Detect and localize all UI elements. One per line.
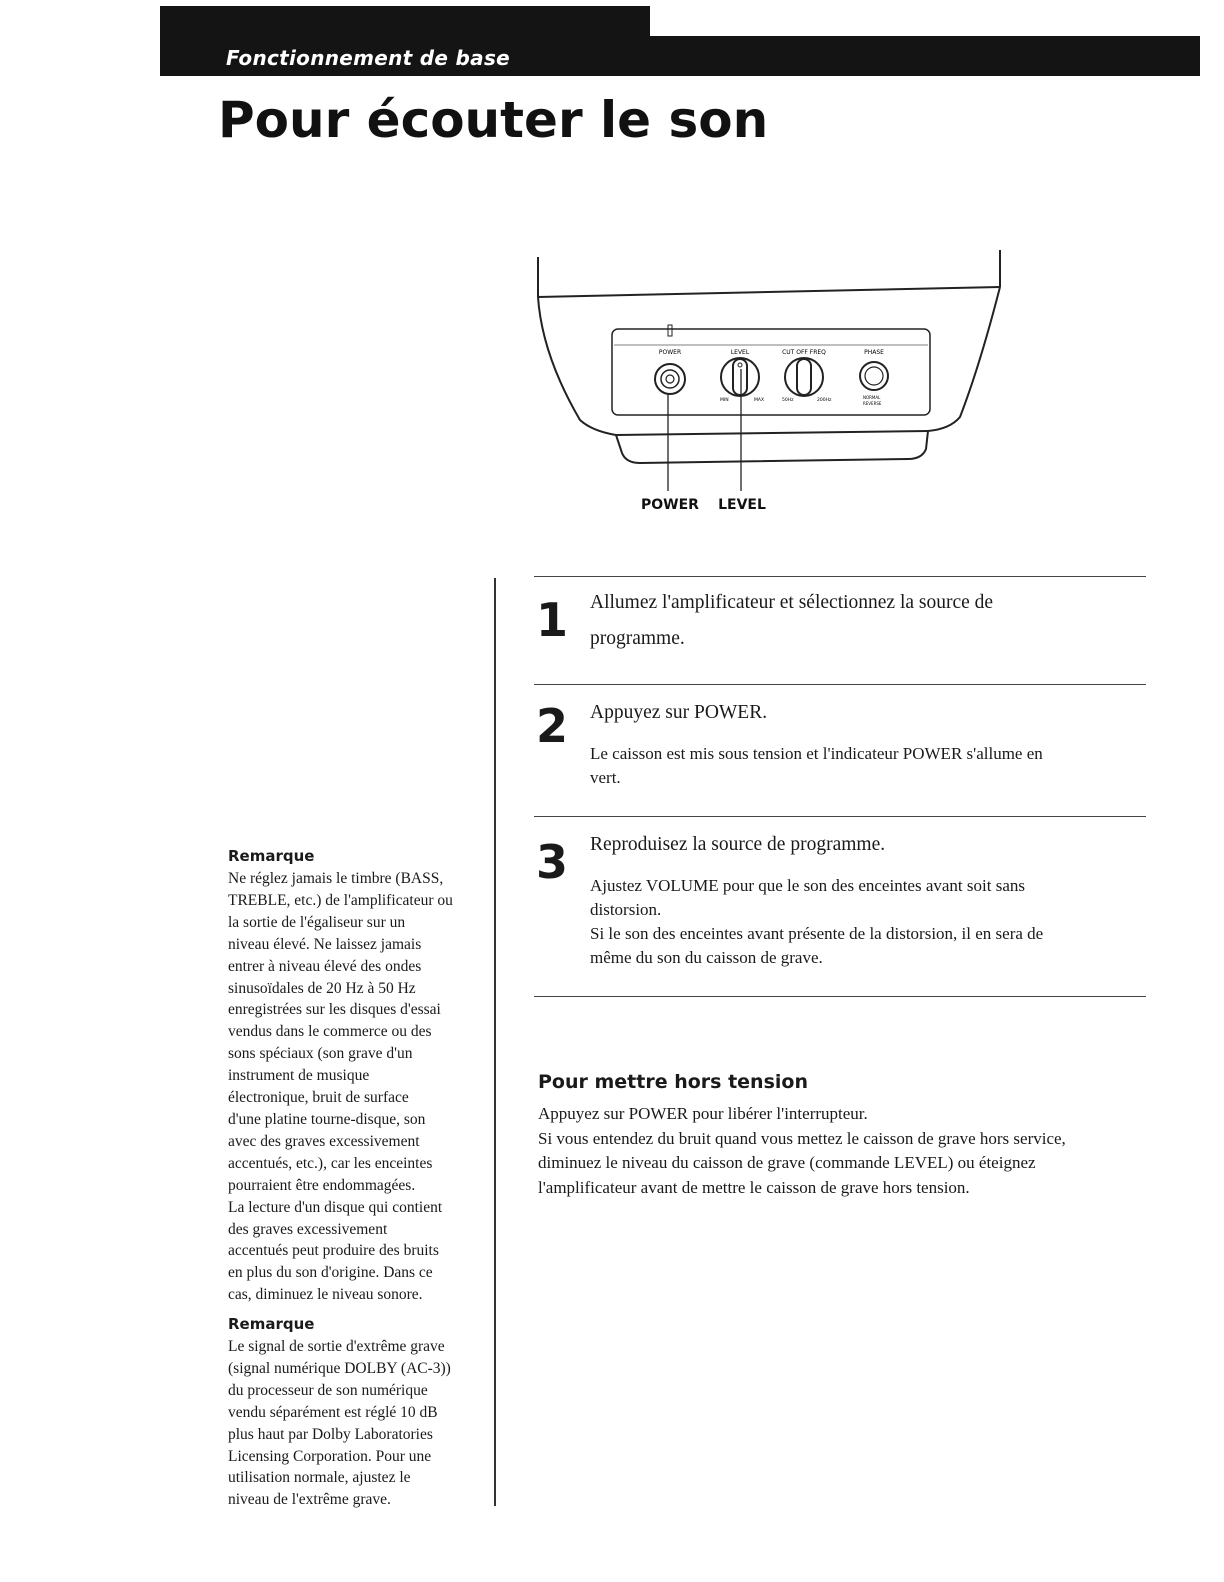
step-3	[534, 816, 1146, 997]
freq-max-label: 200Hz	[817, 398, 832, 403]
step-1	[534, 576, 1146, 685]
header-tab	[160, 6, 650, 38]
step-detail: Ajustez VOLUME pour que le son des enceintes avant soit sans distorsion. Si le son des enceintes avant présente de la distorsion, il en sera de même du son du caisson de grave.	[590, 876, 1044, 967]
step-number: 3	[536, 835, 569, 889]
panel-label-power: POWER	[658, 349, 682, 356]
note-text: Le signal de sortie d'extrême grave (signal numérique DOLBY (AC-3)) du processeur de son numérique vendu séparément est réglé 10 dB plus haut par Dolby Laboratories Licensing Corporation. Pour une utilisation normale, ajustez le niveau de l'extrême grave.	[228, 1338, 451, 1509]
note-title: Remarque	[228, 847, 315, 865]
phase-reverse-label: REVERSE	[863, 401, 882, 406]
note-title: Remarque	[228, 1315, 315, 1333]
callout-label-level: LEVEL	[718, 497, 766, 513]
freq-min-label: 50Hz	[782, 398, 794, 403]
panel-label-level: LEVEL	[730, 349, 750, 356]
phase-normal-label: NORMAL	[863, 395, 881, 400]
note-block	[228, 846, 484, 1306]
note-text: Ne réglez jamais le timbre (BASS, TREBLE, etc.) de l'amplificateur ou la sortie de l'égaliseur sur un niveau élevé. Ne laissez jamais entrer à niveau élevé des ondes sinusoïdales de 20 Hz à 50 Hz enregistrées sur les disques d'essai vendus dans le commerce ou des sons spéciaux (son grave d'un instrument de musique électronique, bruit de surface d'une platine tourne-disque, son avec des graves excessivement accentués, etc.), car les enceintes pourraient être endommagées. La lecture d'un disque qui contient des graves excessivement accentués peut produire des bruits en plus du son d'origine. Dans ce cas, diminuez le niveau sonore.	[228, 870, 453, 1304]
step-number: 2	[536, 699, 569, 753]
step-instruction: Allumez l'amplificateur et sélectionnez la source de programme.	[590, 592, 994, 649]
section-rule	[534, 996, 1146, 997]
page-title: Pour écouter le son	[218, 91, 769, 149]
subwoofer-panel-diagram	[530, 245, 1010, 530]
level-knob-drawing	[721, 358, 759, 396]
level-min-label: MIN	[720, 398, 729, 403]
callout-label-power: POWER	[641, 497, 699, 513]
step-2	[534, 684, 1146, 817]
phase-switch-drawing	[860, 362, 888, 390]
note-block	[228, 1314, 484, 1511]
step-instruction: Appuyez sur POWER.	[590, 702, 768, 723]
level-max-label: MAX	[754, 398, 765, 403]
subsection-text: Appuyez sur POWER pour libérer l'interrupteur. Si vous entendez du bruit quand vous mettez le caisson de grave hors service, diminuez le niveau du caisson de grave (commande LEVEL) ou éteignez l'amplificateur avant de mettre le caisson de grave hors tension.	[538, 1104, 1066, 1197]
panel-label-cutoff: CUT OFF FREQ	[782, 349, 826, 356]
step-detail: Le caisson est mis sous tension et l'indicateur POWER s'allume en vert.	[590, 744, 1043, 787]
power-button-drawing	[655, 364, 685, 394]
cutoff-knob-drawing	[785, 358, 823, 396]
subsection-title: Pour mettre hors tension	[538, 1071, 808, 1093]
column-divider	[494, 578, 496, 1506]
power-indicator	[668, 325, 672, 336]
panel-label-phase: PHASE	[864, 349, 884, 356]
step-number: 1	[536, 593, 569, 647]
step-instruction: Reproduisez la source de programme.	[590, 834, 886, 855]
section-label: Fonctionnement de base	[226, 46, 511, 70]
